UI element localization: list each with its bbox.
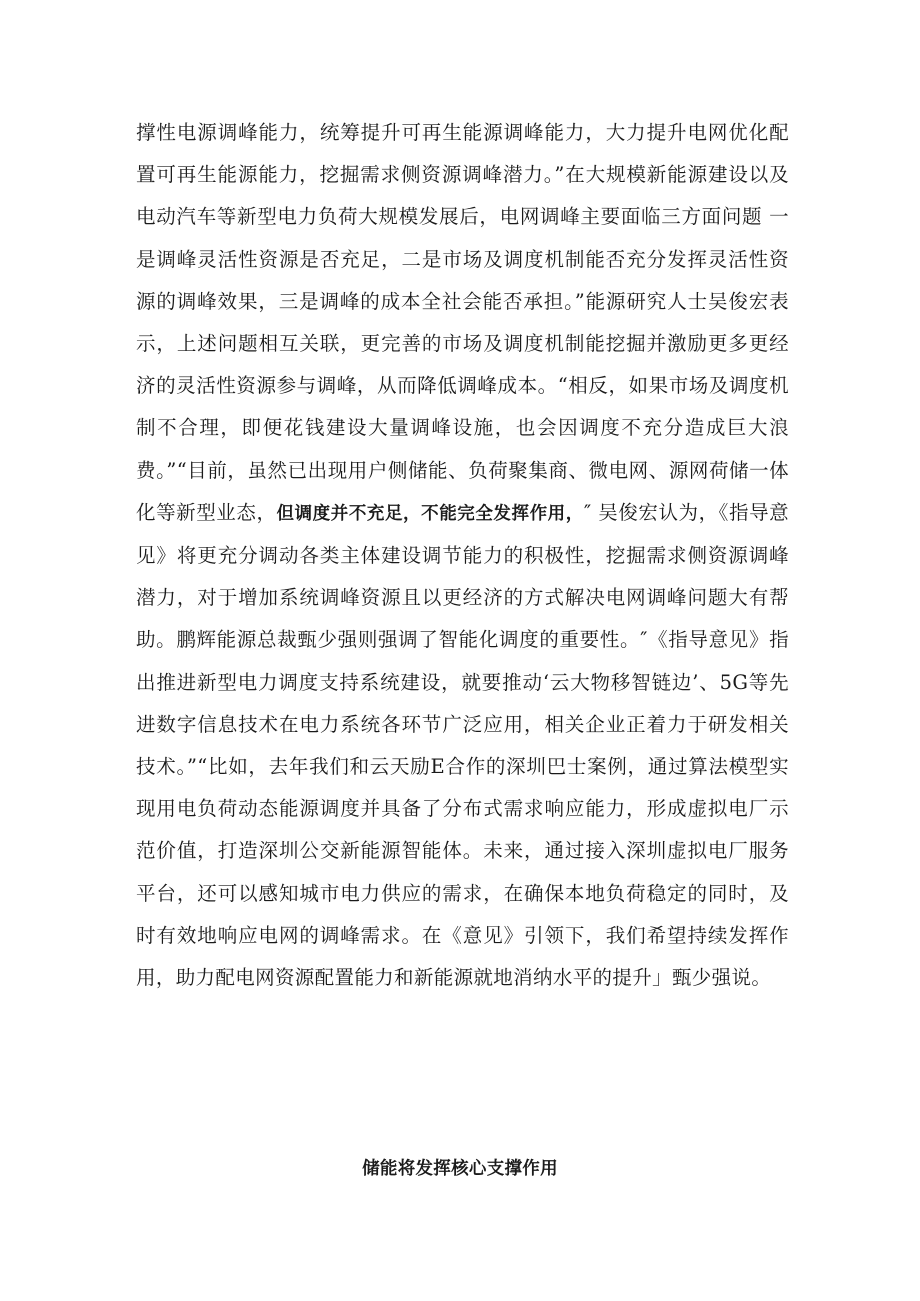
article-paragraph — [136, 112, 789, 999]
paragraph-text-part1: 撑性电源调峰能力，统筹提升可再生能源调峰能力，大力提升电网优化配置可再生能源能力，挖掘需求侧资源调峰潜力。”在大规模新能源建设以及电动汽车等新型电力负荷大规模发展后，电网调峰主要面临三方面问题 一是调峰灵活性资源是否充足，二是市场及调度机制能否充分发挥灵活性资源的调峰效果，三是调峰的成本全社会能否承担。”能源研究人士吴俊宏表示，上述问题相互关联，更完善的市场及调度机制能挖掘并激励更多更经济的灵活性资源参与调峰，从而降低调峰成本。“相反，如果市场及调度机制不合理，即便花钱建设大量调峰设施，也会因调度不充分造成巨大浪费。”“目前，虽然已出现用户侧储能、负荷聚集商、微电网、源网荷储一体化等新型业态， — [136, 121, 789, 524]
section-heading: 储能将发挥核心支撑作用 — [362, 1159, 558, 1179]
paragraph-text-part2: ″ 吴俊宏认为，《指导意见》将更充分调动各类主体建设调节能力的积极性，挖掘需求侧资源调峰潜力，对于增加系统调峰资源且以更经济的方式解决电网调峰问题大有帮助。鹏辉能源总裁甄少强则强调了智能化调度的重要性。″《指导意见》指出推进新型电力调度支持系统建设，就要推动‘云大物移智链边’、5G等先进数字信息技术在电力系统各环节广泛应用，相关企业正着力于研发相关技术。”“比如，去年我们和云天励E合作的深圳巴士案例，通过算法模型实现用电负荷动态能源调度并具备了分布式需求响应能力，形成虚拟电厂示范价值，打造深圳公交新能源智能体。未来，通过接入深圳虚拟电厂服务平台，还可以感知城市电力供应的需求，在确保本地负荷稳定的同时，及时有效地响应电网的调峰需求。在《意见》引领下，我们希望持续发挥作用，助力配电网资源配置能力和新能源就地消纳水平的提升」甄少强说。 — [136, 500, 789, 990]
paragraph-emphasis: 但调度并不充足，不能完全发挥作用， — [276, 503, 584, 524]
